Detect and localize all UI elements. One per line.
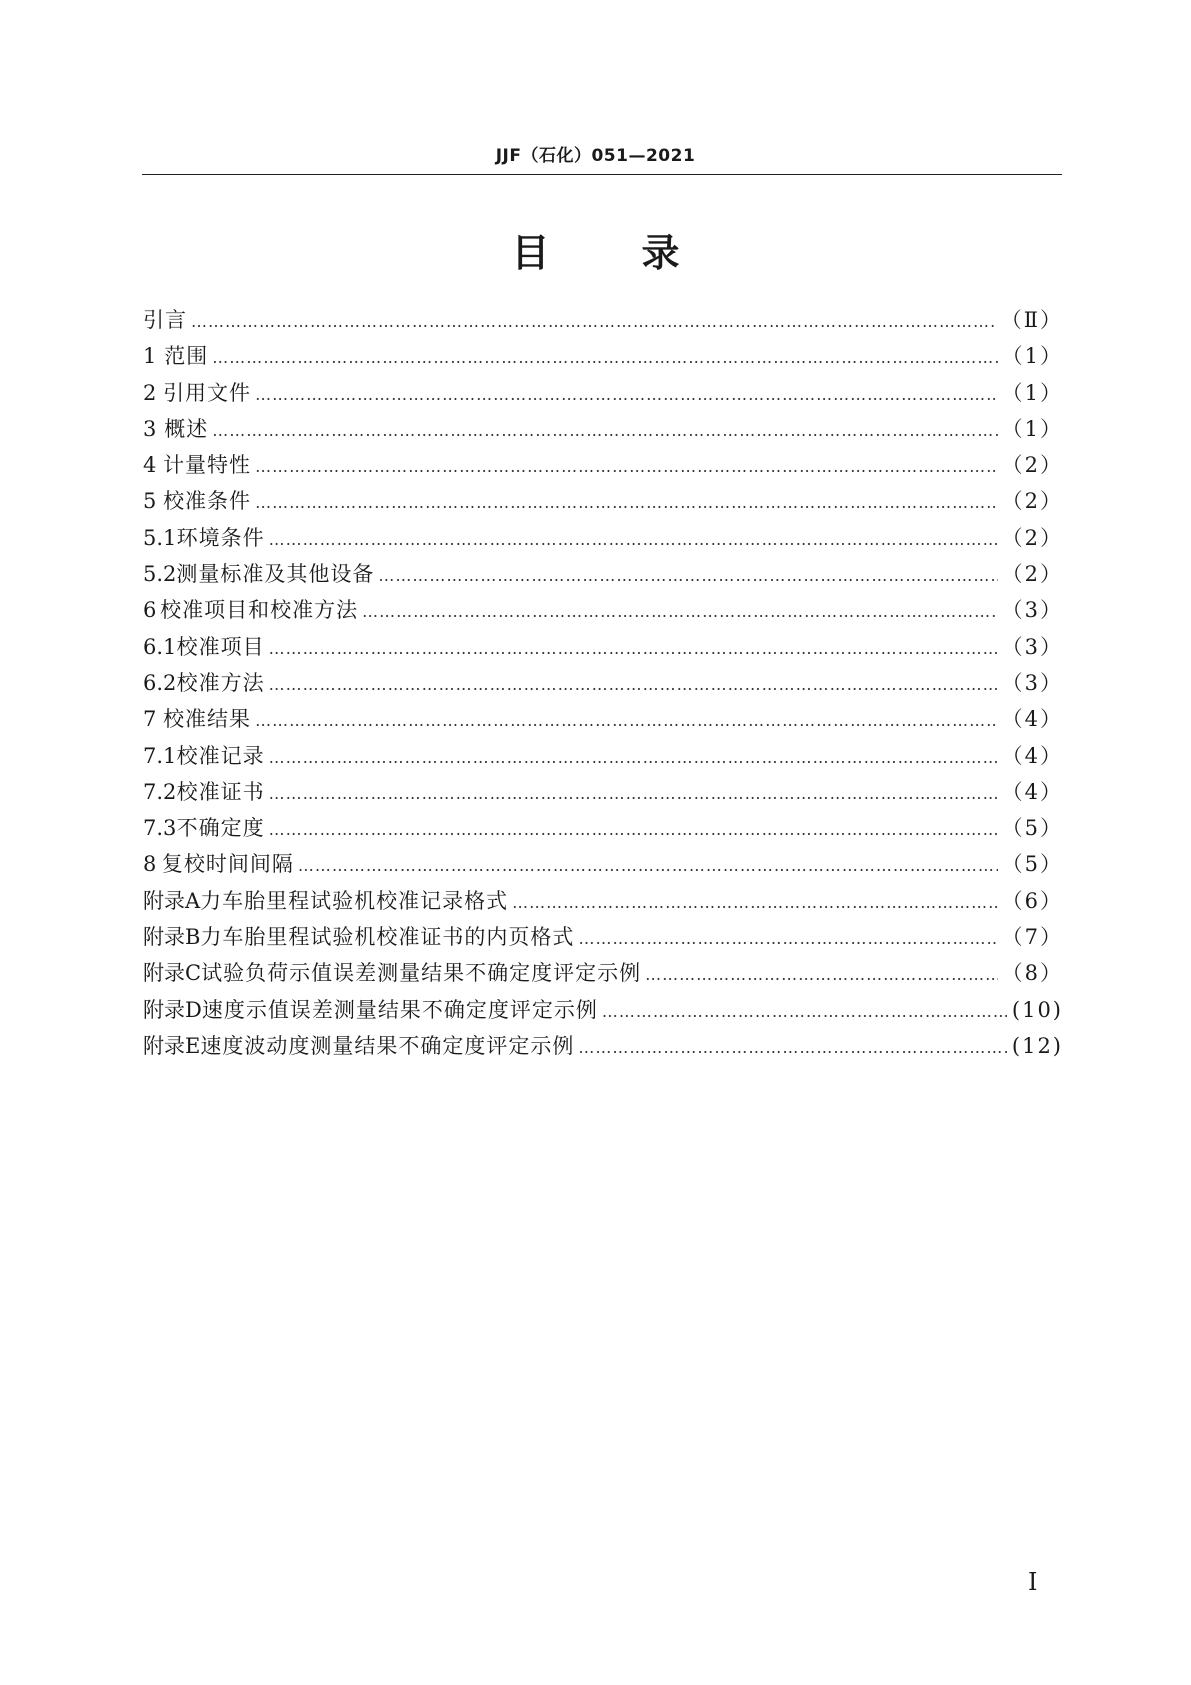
table-of-contents bbox=[143, 302, 1063, 1064]
toc-page: （Ⅱ） bbox=[1000, 308, 1063, 332]
toc-number: 6.1 bbox=[143, 634, 177, 659]
toc-leader bbox=[602, 994, 1007, 1030]
toc-leader bbox=[512, 885, 997, 921]
toc-leader bbox=[269, 740, 998, 776]
toc-page: （2） bbox=[1001, 453, 1063, 478]
toc-number: 5 bbox=[143, 489, 157, 514]
toc-item-8[interactable] bbox=[143, 846, 1063, 882]
toc-number: 7.2 bbox=[143, 779, 177, 804]
toc-number: 7.3 bbox=[143, 816, 177, 841]
toc-leader bbox=[269, 667, 998, 703]
toc-item-5[interactable] bbox=[143, 483, 1063, 519]
toc-item-7-3[interactable] bbox=[143, 810, 1063, 846]
toc-number: 附录C bbox=[143, 961, 202, 986]
toc-page: （2） bbox=[1001, 489, 1063, 514]
toc-label: 校准结果 bbox=[163, 707, 252, 732]
toc-label: 力车胎里程试验机校准证书的内页格式 bbox=[200, 925, 575, 950]
toc-number: 1 bbox=[143, 344, 157, 369]
toc-label: 复校时间间隔 bbox=[161, 852, 294, 877]
toc-label: 范围 bbox=[164, 344, 209, 369]
toc-item-6-1[interactable] bbox=[143, 629, 1063, 665]
toc-label: 计量特性 bbox=[163, 453, 252, 478]
toc-label: 校准条件 bbox=[163, 489, 252, 514]
toc-item-4[interactable] bbox=[143, 447, 1063, 483]
toc-label: 速度示值误差测量结果不确定度评定示例 bbox=[201, 997, 598, 1022]
title-char-1: 目 bbox=[511, 231, 550, 275]
toc-page: （4） bbox=[1001, 707, 1063, 732]
toc-number: 3 bbox=[143, 416, 157, 441]
toc-leader bbox=[255, 485, 998, 521]
toc-page: （6） bbox=[1001, 888, 1063, 913]
toc-page: （8） bbox=[1001, 961, 1063, 986]
toc-leader bbox=[269, 776, 998, 812]
toc-page: （3） bbox=[1001, 598, 1063, 623]
toc-item-appendix-e[interactable] bbox=[143, 1028, 1063, 1064]
toc-leader bbox=[255, 449, 998, 485]
toc-page: （2） bbox=[1001, 525, 1063, 550]
toc-number: 附录B bbox=[143, 925, 201, 950]
toc-page: (12) bbox=[1011, 1033, 1063, 1058]
toc-item-appendix-b[interactable] bbox=[143, 919, 1063, 955]
toc-item-6[interactable] bbox=[143, 592, 1063, 628]
toc-leader bbox=[578, 1030, 1007, 1066]
toc-leader bbox=[212, 413, 997, 449]
toc-label: 环境条件 bbox=[176, 525, 265, 550]
toc-leader bbox=[255, 703, 998, 739]
toc-item-1[interactable] bbox=[143, 338, 1063, 374]
toc-page: （7） bbox=[1001, 925, 1063, 950]
toc-label: 测量标准及其他设备 bbox=[176, 562, 375, 587]
toc-leader bbox=[362, 594, 997, 630]
toc-item-appendix-a[interactable] bbox=[143, 883, 1063, 919]
toc-number: 5.2 bbox=[143, 562, 177, 587]
toc-number: 6.2 bbox=[143, 670, 177, 695]
toc-number: 5.1 bbox=[143, 525, 177, 550]
header-rule bbox=[142, 174, 1062, 175]
toc-leader bbox=[578, 921, 997, 957]
toc-page: （3） bbox=[1001, 670, 1063, 695]
toc-page: （3） bbox=[1001, 634, 1063, 659]
toc-label: 校准方法 bbox=[176, 670, 265, 695]
toc-label: 试验负荷示值误差测量结果不确定度评定示例 bbox=[201, 961, 642, 986]
toc-number: 附录A bbox=[143, 888, 201, 913]
toc-item-7[interactable] bbox=[143, 701, 1063, 737]
toc-label: 力车胎里程试验机校准记录格式 bbox=[200, 888, 509, 913]
toc-leader bbox=[298, 848, 998, 884]
toc-item-3[interactable] bbox=[143, 411, 1063, 447]
toc-item-appendix-c[interactable] bbox=[143, 955, 1063, 991]
page-title bbox=[0, 222, 1191, 277]
toc-number: 6 bbox=[143, 598, 157, 623]
toc-label: 概述 bbox=[164, 416, 209, 441]
toc-number: 附录E bbox=[143, 1033, 201, 1058]
toc-item-6-2[interactable] bbox=[143, 665, 1063, 701]
title-char-2: 录 bbox=[641, 231, 680, 275]
toc-leader bbox=[269, 631, 998, 667]
document-code-header: JJF（石化）051—2021 bbox=[495, 146, 696, 166]
toc-label: 速度波动度测量结果不确定度评定示例 bbox=[200, 1033, 575, 1058]
toc-label: 校准项目 bbox=[176, 634, 265, 659]
toc-label: 引言 bbox=[143, 308, 187, 332]
toc-page: （1） bbox=[1001, 344, 1063, 369]
toc-number: 2 bbox=[143, 380, 157, 405]
toc-leader bbox=[212, 340, 997, 376]
toc-leader bbox=[269, 812, 998, 848]
toc-page: （5） bbox=[1001, 852, 1063, 877]
toc-leader bbox=[645, 957, 998, 993]
toc-page: （1） bbox=[1001, 380, 1063, 405]
toc-item-5-1[interactable] bbox=[143, 520, 1063, 556]
toc-leader bbox=[269, 522, 998, 558]
toc-leader bbox=[378, 558, 997, 594]
page-number: I bbox=[1028, 1568, 1038, 1596]
toc-item-7-1[interactable] bbox=[143, 738, 1063, 774]
toc-page: (10) bbox=[1011, 997, 1063, 1022]
toc-item-appendix-d[interactable] bbox=[143, 992, 1063, 1028]
toc-number: 4 bbox=[143, 453, 157, 478]
toc-page: （5） bbox=[1001, 816, 1063, 841]
toc-item-7-2[interactable] bbox=[143, 774, 1063, 810]
toc-page: （4） bbox=[1001, 743, 1063, 768]
toc-item-5-2[interactable] bbox=[143, 556, 1063, 592]
toc-label: 校准项目和校准方法 bbox=[160, 598, 359, 623]
toc-number: 7.1 bbox=[143, 743, 177, 768]
toc-label: 不确定度 bbox=[176, 816, 265, 841]
toc-item-2[interactable] bbox=[143, 375, 1063, 411]
toc-label: 校准证书 bbox=[176, 779, 265, 804]
toc-leader bbox=[255, 377, 998, 413]
toc-label: 引用文件 bbox=[163, 380, 252, 405]
toc-number: 附录D bbox=[143, 997, 202, 1022]
toc-page: （4） bbox=[1001, 779, 1063, 804]
toc-number: 8 bbox=[143, 852, 157, 877]
toc-page: （1） bbox=[1001, 416, 1063, 441]
toc-page: （2） bbox=[1001, 562, 1063, 587]
toc-number: 7 bbox=[143, 707, 157, 732]
toc-item-intro[interactable] bbox=[143, 302, 1063, 338]
toc-label: 校准记录 bbox=[176, 743, 265, 768]
toc-leader bbox=[191, 304, 997, 340]
